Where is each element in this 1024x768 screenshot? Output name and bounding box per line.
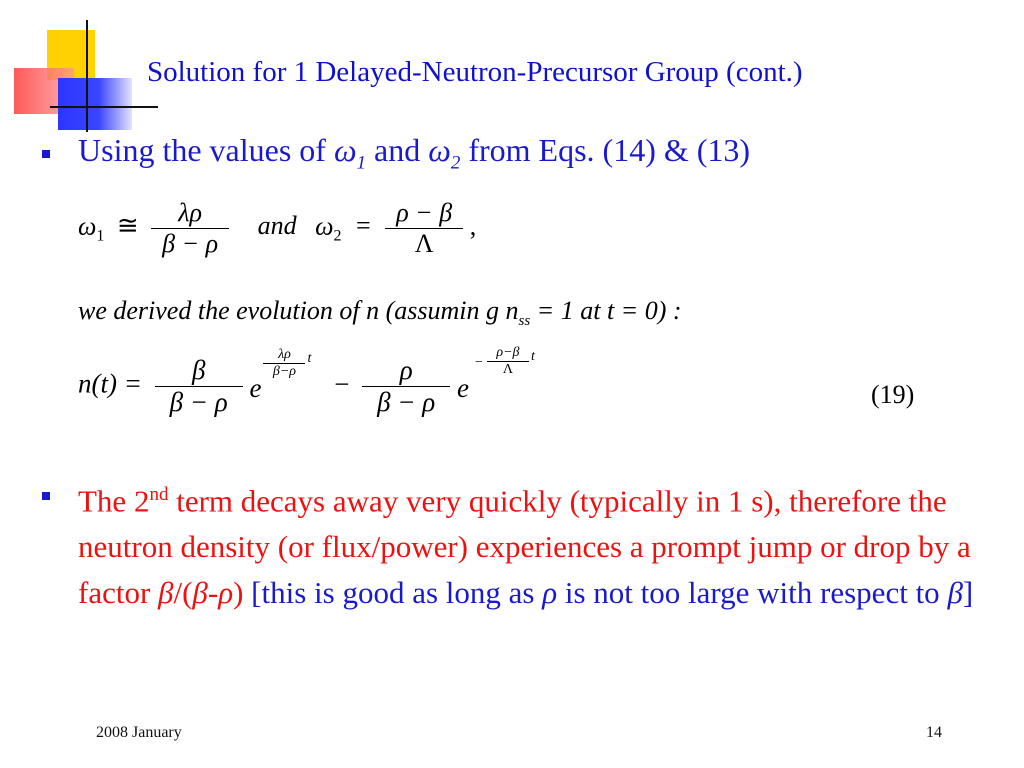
equation-number: (19) (871, 380, 915, 409)
bullet-1-text: Using the values of $\omega_1$ and $\omega_2$ from Eqs. (14) & (13) (78, 132, 751, 174)
bullet-square-icon (42, 150, 50, 158)
logo-blue-square (58, 78, 132, 130)
logo-horizontal-line (50, 106, 158, 108)
equation-19: n(t) = $\frac{\beta}{\beta - \rho}$ e λρ β−ρ t − $\frac{\rho}{\beta - \rho}$ e − ρ−β Λ t (78, 344, 535, 417)
bullet-2-text: The 2nd term decays away very quickly (typically in 1 s), therefore the neutron density (or flux/power) experiences a prompt jump or drop by a factor β/(β-ρ) [this is good as long as ρ is not too large with respect to β] (78, 483, 974, 611)
logo-vertical-line (86, 20, 88, 132)
omega-equations: $\omega_1$ ≅ $\frac{\lambda\rho}{\beta - \rho}$ and $\omega_2$ = $\frac{\rho - \beta}{\Lambda}$ , (78, 198, 477, 258)
slide-title: Solution for 1 Delayed-Neutron-Precursor Group (cont.) (147, 56, 803, 88)
footer-date: 2008 January (96, 724, 182, 741)
derivation-sentence: we derived the evolution of n (assumin g $n_{ss} = 1$ at t = 0) : (78, 296, 682, 330)
page-number: 14 (926, 724, 942, 741)
bullet-square-icon (42, 492, 50, 500)
